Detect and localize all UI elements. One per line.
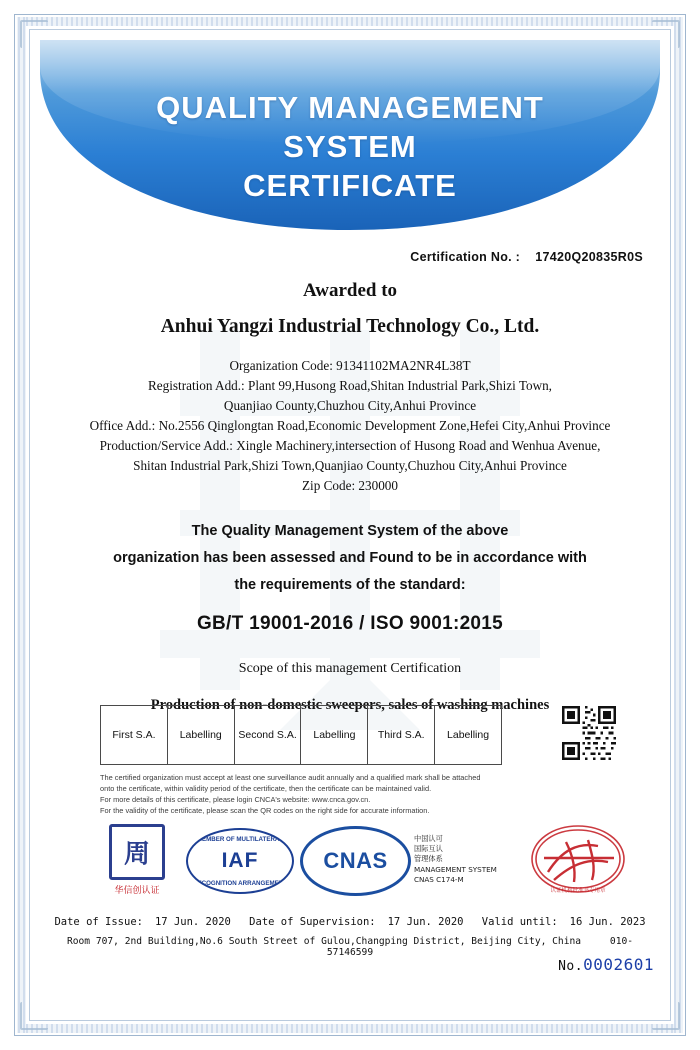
valid-until-label: Valid until: (481, 916, 558, 928)
fineprint-line: The certified organization must accept at least one surveillance audit annually and a qualified mark shall be attached (100, 773, 481, 782)
cnas-text-line: CNAS C174-M (414, 874, 464, 884)
detail-line: Organization Code: 91341102MA2NR4L38T (229, 358, 471, 373)
certification-number (45, 250, 643, 264)
certification-number-label: Certification No. : (410, 250, 521, 264)
official-red-seal-icon (518, 820, 638, 898)
surveillance-audit-2-mark: Labelling (301, 706, 368, 764)
surveillance-audit-3-mark: Labelling (447, 729, 490, 741)
supervision-date-value: 17 Jun. 2020 (387, 916, 464, 928)
statement-line: The Quality Management System of the above (191, 523, 509, 540)
cqc-caption: 华信创认证 (114, 886, 160, 896)
cqc-mark-glyph: 周 (123, 839, 150, 870)
detail-line: Quanjiao County,Chuzhou City,Anhui Province (223, 398, 477, 414)
cnas-accreditation-text (414, 834, 524, 885)
statement-line: the requirements of the standard: (234, 577, 466, 594)
detail-line: Production/Service Add.: Xingle Machinery,intersection of Husong Road and Wenhua Avenue, (99, 438, 601, 454)
certificate-title (0, 88, 700, 205)
certificate-body (45, 250, 655, 714)
cnas-text-line: 中国认可 (414, 834, 443, 843)
iaf-bottom-text: RECOGNITION ARRANGEMENT (193, 880, 287, 887)
cqc-mark-icon (109, 824, 165, 880)
detail-line: Office Add.: No.2556 Qinglongtan Road,Economic Development Zone,Hefei City,Anhui Province (89, 418, 611, 434)
organization-name: Anhui Yangzi Industrial Technology Co., Ltd. (160, 316, 540, 337)
scope-label: Scope of this management Certification (238, 660, 462, 676)
cnas-text-line: 管理体系 (414, 854, 443, 864)
qr-code-icon[interactable] (562, 706, 616, 760)
fineprint-line: For more details of this certificate, please login CNCA's website: www.cnca.gov.cn. (100, 795, 371, 805)
statement-line: organization has been assessed and Found to be in accordance with (113, 550, 587, 567)
certificate-title-line-3: CERTIFICATE (243, 168, 457, 204)
valid-until-value: 16 Jun. 2023 (569, 916, 646, 928)
certificate-serial-number (558, 955, 654, 974)
cnas-oval-icon (300, 826, 411, 896)
certificate-title-line-1: QUALITY MANAGEMENT (156, 90, 544, 125)
iaf-center-text: IAF (221, 849, 259, 872)
cnas-text-line: 国际互认 (414, 844, 443, 854)
iaf-top-text: MEMBER OF MULTILATERAL (196, 836, 284, 843)
surveillance-audit-3-label: Third S.A. (368, 706, 435, 764)
scope-text: Production of non-domestic sweepers, sales of washing machines (150, 696, 550, 713)
surveillance-audit-1-mark: Labelling (168, 706, 235, 764)
issue-date-value: 17 Jun. 2020 (154, 916, 231, 928)
surveillance-audit-table (100, 705, 502, 765)
detail-line: Registration Add.: Plant 99,Husong Road,Shitan Industrial Park,Shizi Town, (148, 378, 552, 394)
iaf-logo (186, 828, 290, 890)
certificate-title-line-2: SYSTEM (283, 129, 417, 165)
surveillance-audit-2-label: Second S.A. (235, 706, 302, 764)
corner-ornament-bottom-right (652, 1002, 680, 1030)
detail-line: Zip Code: 230000 (302, 478, 398, 494)
corner-ornament-bottom-left (20, 1002, 48, 1030)
accreditation-logos (88, 820, 640, 898)
issue-date-label: Date of Issue: (54, 916, 143, 928)
certificate-dates (45, 916, 655, 928)
cnas-center-text: CNAS (323, 848, 388, 873)
supervision-date-label: Date of Supervision: (249, 916, 376, 928)
cqc-logo (98, 824, 176, 894)
awarded-to-label: Awarded to (302, 280, 398, 301)
surveillance-audit-1-label: First S.A. (101, 706, 168, 764)
fineprint-line: For the validity of the certificate, please scan the QR codes on the right side for accurate information. (100, 806, 430, 816)
cnas-text-line: MANAGEMENT SYSTEM (414, 864, 497, 874)
seal-caption: 认证机构批准书专用章 (550, 888, 606, 894)
detail-line: Shitan Industrial Park,Shizi Town,Quanjiao County,Chuzhou City,Anhui Province (133, 458, 567, 474)
certification-number-value: 17420Q20835R0S (535, 250, 643, 264)
iaf-oval-icon (186, 828, 294, 894)
certificate-fineprint (100, 772, 610, 816)
issuer-phone: 010-57146599 (326, 936, 634, 958)
serial-value: 0002601 (583, 955, 654, 974)
serial-label: No. (558, 959, 584, 974)
issuer-address-text: Room 707, 2nd Building,No.6 South Street of Gulou,Changping District, Beijing City, China (66, 936, 582, 947)
conformity-statement (45, 518, 655, 598)
standard-reference: GB/T 19001-2016 / ISO 9001:2015 (196, 612, 504, 634)
organization-details (45, 356, 655, 496)
fineprint-line: onto the certificate, within validity period of the certificate, then the certificate can be maintained valid. (100, 784, 432, 794)
cnas-logo (300, 826, 405, 890)
